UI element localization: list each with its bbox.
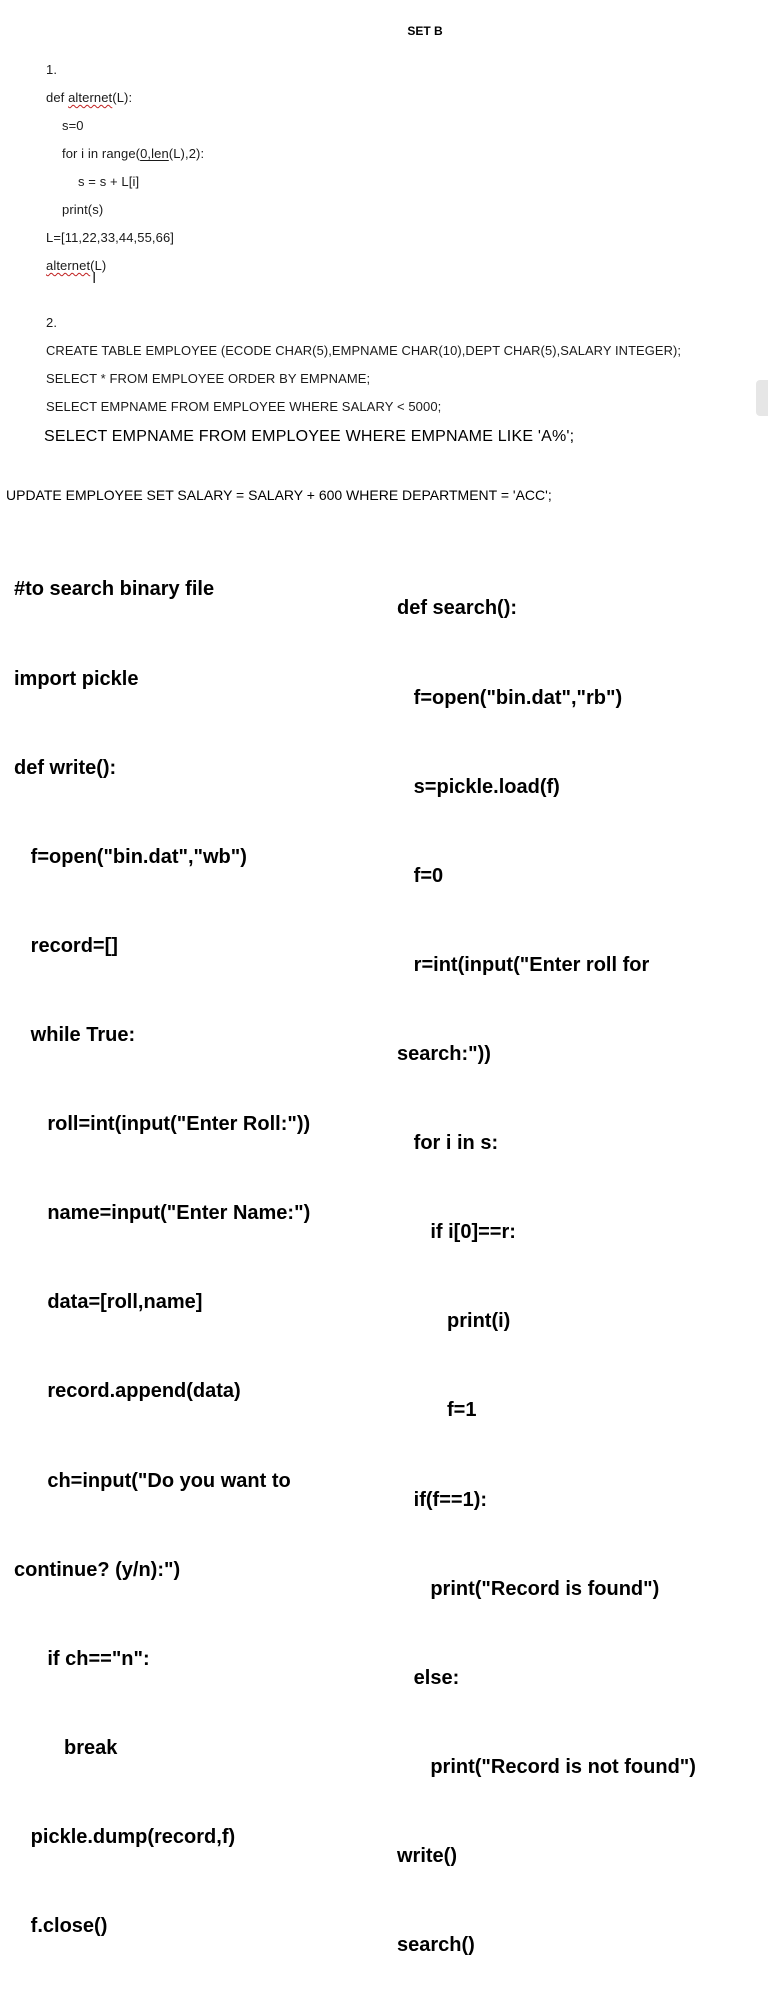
code-line: #to search binary file [14,578,215,601]
text-cursor-icon: I [92,270,97,287]
code-line-call [46,258,106,273]
code-line: search() [397,1934,475,1957]
code-line: f.close() [14,1915,108,1938]
code-line: import pickle [14,667,139,690]
code-line: print("Record is found") [397,1577,660,1600]
code-search-function [397,535,696,1990]
code-line: if i[0]==r: [397,1221,516,1244]
code-line-s-init: s=0 [62,118,84,133]
code-line: s=pickle.load(f) [397,775,560,798]
code-line-def [46,90,132,105]
code-line: f=open("bin.dat","rb") [397,686,623,709]
code-line: search:")) [397,1042,491,1065]
code-line: data=[roll,name] [14,1291,203,1314]
call-function-name: alternet [46,258,91,273]
code-line: if(f==1): [397,1488,488,1511]
for-prefix: for i in range( [62,146,141,161]
question-2-number: 2. [46,315,58,330]
question-1-number: 1. [46,62,58,77]
call-args: (L) [90,258,107,273]
scroll-tab [756,380,768,416]
code-line: f=0 [397,864,444,887]
code-line: else: [397,1666,460,1689]
sql-select-salary: SELECT EMPNAME FROM EMPLOYEE WHERE SALARY < 5000; [46,399,442,414]
sql-select-like: SELECT EMPNAME FROM EMPLOYEE WHERE EMPNAME LIKE 'A%'; [44,428,575,445]
code-line: def search(): [397,597,518,620]
code-line: ch=input("Do you want to [14,1469,291,1492]
code-line: name=input("Enter Name:") [14,1202,311,1225]
code-line-for [62,146,204,161]
code-line: for i in s: [397,1132,499,1155]
sql-update: UPDATE EMPLOYEE SET SALARY = SALARY + 600 WHERE DEPARTMENT = 'ACC'; [6,487,552,503]
code-line-print: print(s) [62,202,104,217]
code-line: break [14,1736,118,1759]
code-line: record.append(data) [14,1380,241,1403]
code-line: f=open("bin.dat","wb") [14,845,247,868]
sql-select-order: SELECT * FROM EMPLOYEE ORDER BY EMPNAME; [46,371,371,386]
code-line-list: L=[11,22,33,44,55,66] [46,230,174,245]
for-suffix: (L),2): [168,146,205,161]
code-line: if ch=="n": [14,1647,150,1670]
code-line: write() [397,1844,457,1867]
page-title: SET B [407,24,443,38]
code-line: f=1 [397,1399,477,1422]
code-line: continue? (y/n):") [14,1558,181,1581]
for-args: 0,len [140,146,169,161]
def-params: (L): [112,90,133,105]
def-keyword: def [46,90,69,105]
def-function-name: alternet [68,90,113,105]
code-line: print("Record is not found") [397,1755,696,1778]
code-line: roll=int(input("Enter Roll:")) [14,1113,311,1136]
code-line: while True: [14,1023,136,1046]
code-line: print(i) [397,1310,511,1333]
code-line: def write(): [14,756,117,779]
code-line: record=[] [14,934,118,957]
code-line: pickle.dump(record,f) [14,1825,236,1848]
code-line: r=int(input("Enter roll for [397,953,650,976]
screenshot-panel [0,0,768,420]
code-write-function [14,516,310,1971]
code-line-sum: s = s + L[i] [78,174,140,189]
sql-create-table: CREATE TABLE EMPLOYEE (ECODE CHAR(5),EMPNAME CHAR(10),DEPT CHAR(5),SALARY INTEGER); [46,343,682,358]
